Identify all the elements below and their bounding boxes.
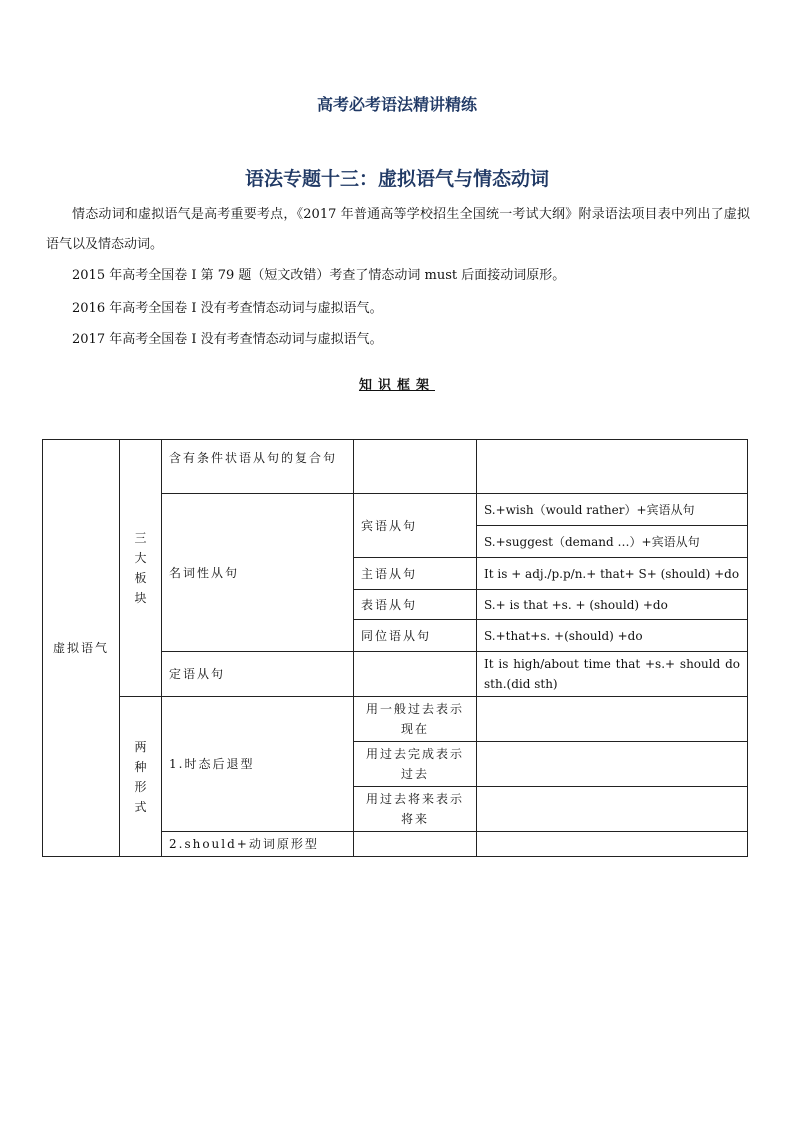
conditional-compound-sentence: 含有条件状语从句的复合句 — [162, 440, 354, 494]
cell-empty — [477, 832, 748, 857]
cell-empty — [354, 440, 477, 494]
root-subjunctive-mood: 虚拟语气 — [43, 440, 120, 857]
noun-clause: 名词性从句 — [162, 494, 354, 652]
group-three-sections-label: 三大板块 — [134, 531, 147, 605]
predicative-clause: 表语从句 — [354, 590, 477, 620]
exam-note-2015: 2015 年高考全国卷 I 第 79 题（短文改错）考查了情态动词 must 后面接动词原形。 — [72, 268, 566, 283]
document-header-title: 高考必考语法精讲精练 — [316, 95, 477, 114]
subject-clause: 主语从句 — [354, 558, 477, 590]
past-for-present: 用一般过去表示现在 — [354, 697, 477, 742]
group-two-forms-label: 两种形式 — [134, 739, 147, 814]
group-two-forms — [120, 697, 162, 857]
object-clause-suggest-formula: S.+suggest（demand …）+宾语从句 — [477, 526, 748, 558]
should-base-form-type: 2.should+动词原形型 — [162, 832, 354, 857]
predicative-clause-formula: S.+ is that +s. + (should) +do — [477, 590, 748, 620]
tense-shift-type: 1.时态后退型 — [162, 697, 354, 832]
exam-note-2016: 2016 年高考全国卷 I 没有考查情态动词与虚拟语气。 — [72, 301, 383, 316]
knowledge-framework-table — [42, 439, 748, 857]
group-three-sections — [120, 440, 162, 697]
past-perfect-for-past: 用过去完成表示过去 — [354, 742, 477, 787]
intro-paragraph: 情态动词和虚拟语气是高考重要考点，《2017 年普通高等学校招生全国统一考试大纲》附录语法项目表中列出了虚拟语气以及情态动词。 — [46, 207, 750, 252]
appositive-clause-formula: S.+that+s. +(should) +do — [477, 620, 748, 652]
topic-title: 语法专题十三：虚拟语气与情态动词 — [244, 168, 549, 190]
attributive-clause-formula: It is high/about time that +s.+ should do sth.(did sth) — [477, 652, 748, 697]
cell-empty — [477, 697, 748, 742]
knowledge-framework-heading: 知识框架 — [358, 378, 435, 393]
cell-empty — [477, 787, 748, 832]
exam-note-2017: 2017 年高考全国卷 I 没有考查情态动词与虚拟语气。 — [72, 332, 383, 347]
object-clause-wish-formula: S.+wish（would rather）+宾语从句 — [477, 494, 748, 526]
subject-clause-formula: It is + adj./p.p/n.+ that+ S+ (should) +do — [477, 558, 748, 590]
appositive-clause: 同位语从句 — [354, 620, 477, 652]
cell-empty — [477, 440, 748, 494]
object-clause: 宾语从句 — [354, 494, 477, 558]
attributive-clause: 定语从句 — [162, 652, 354, 697]
cell-empty — [477, 742, 748, 787]
past-future-for-future: 用过去将来表示将来 — [354, 787, 477, 832]
cell-empty — [354, 652, 477, 697]
cell-empty — [354, 832, 477, 857]
